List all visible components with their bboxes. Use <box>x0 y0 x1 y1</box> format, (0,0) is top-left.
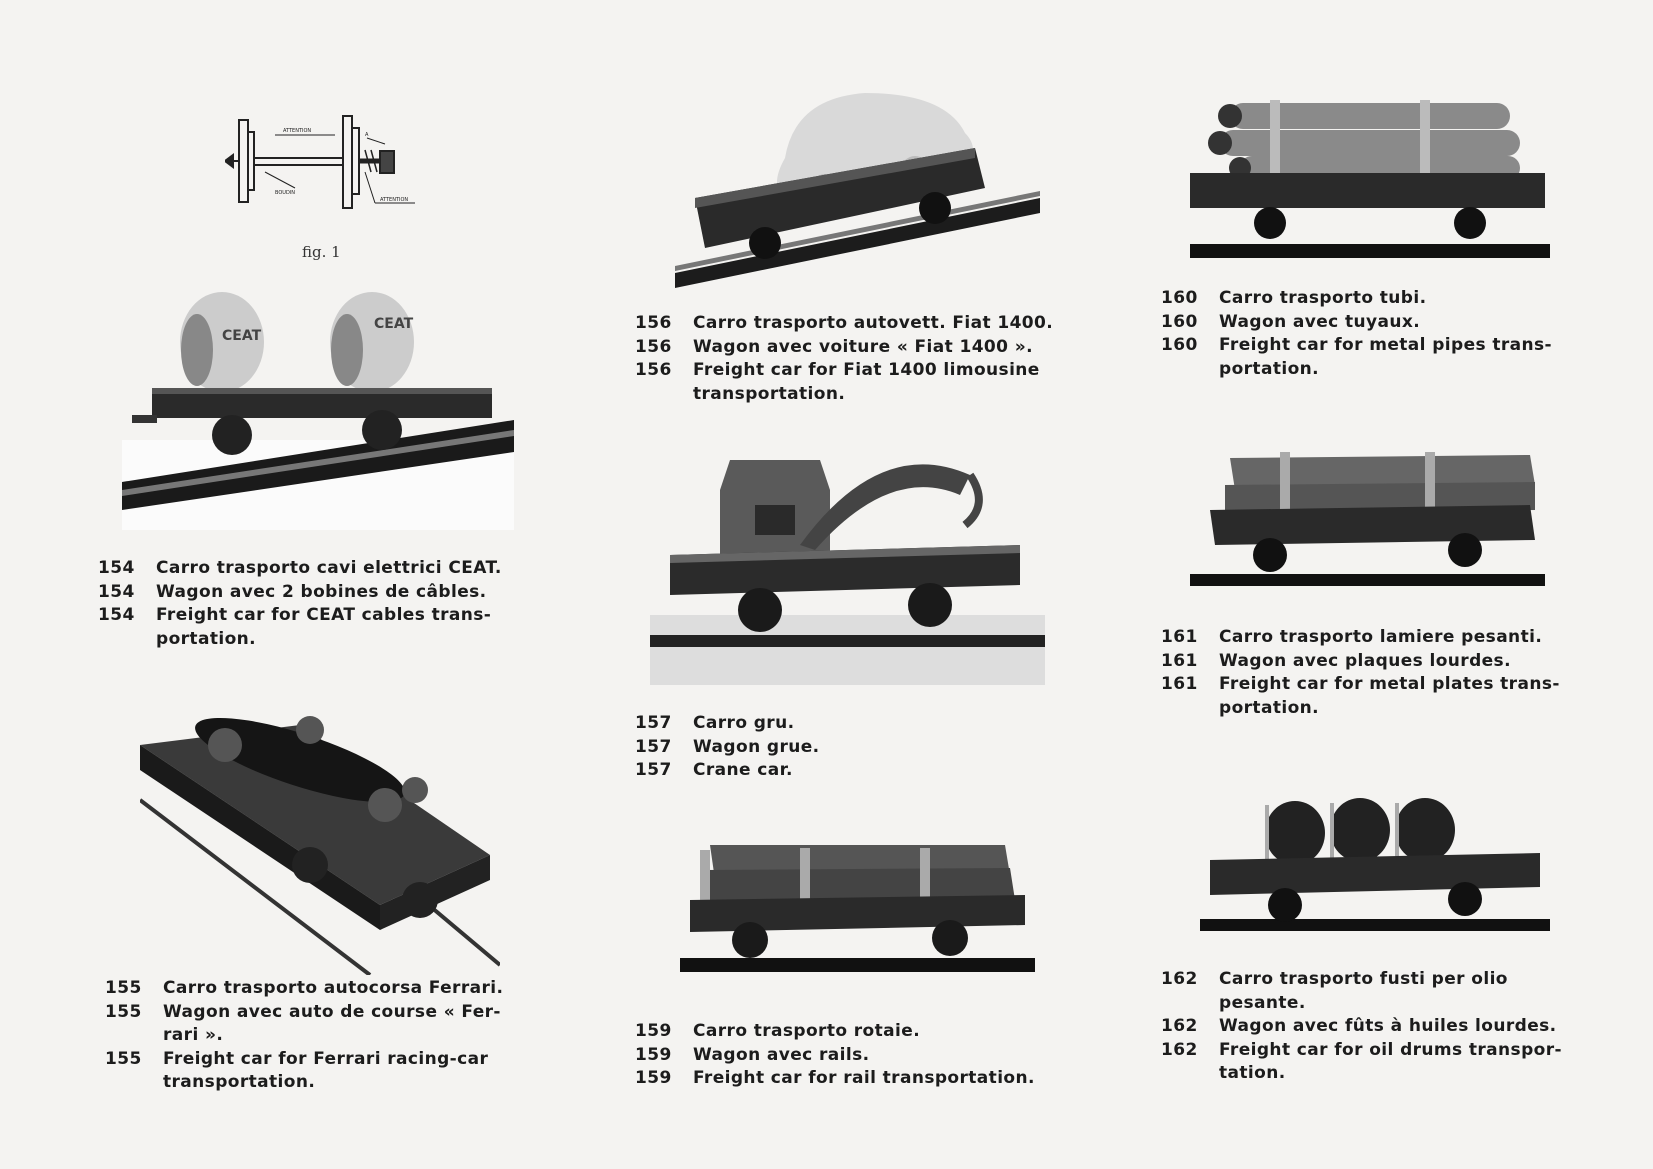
item-number <box>1161 992 1219 1016</box>
item-description: transportation. <box>163 1072 316 1092</box>
item-description: Freight car for metal plates trans- <box>1219 674 1560 694</box>
item-description: Carro trasporto fusti per olio <box>1219 969 1508 989</box>
caption-line <box>1161 697 1566 721</box>
item-description: Freight car for Fiat 1400 limousine <box>693 360 1040 380</box>
photo-161-plates-wagon <box>1190 450 1545 590</box>
item-description: Carro trasporto tubi. <box>1219 288 1427 308</box>
item-number: 154 <box>98 605 135 625</box>
item-number <box>1161 1062 1219 1086</box>
diagram-label-attention-bottom: ATTENTION <box>380 197 409 203</box>
photo-159-rails-wagon <box>680 840 1035 980</box>
caption-line <box>105 977 510 1001</box>
caption-162 <box>1161 968 1566 1086</box>
caption-line <box>98 628 523 652</box>
item-description: Wagon grue. <box>693 736 820 757</box>
photo-155-ferrari-wagon <box>140 705 500 975</box>
caption-line <box>105 1024 510 1048</box>
diagram-label-attention-top: ATTENTION <box>283 128 312 134</box>
item-description: Carro gru. <box>693 713 795 733</box>
drum-label-2: CEAT <box>374 316 414 332</box>
item-description: Wagon avec plaques lourdes. <box>1219 650 1511 671</box>
caption-line <box>635 736 1035 760</box>
caption-line <box>635 759 1035 783</box>
photo-157-crane-wagon <box>650 455 1045 685</box>
photo-154-ceat-cable-wagon <box>122 290 514 530</box>
item-number <box>1161 358 1219 382</box>
item-description: Carro trasporto rotaie. <box>693 1021 921 1041</box>
caption-line <box>1161 1015 1566 1039</box>
item-number: 162 <box>1161 1016 1198 1036</box>
item-description: Carro trasporto cavi elettrici CEAT. <box>156 558 502 578</box>
item-number: 159 <box>635 1044 672 1065</box>
caption-line <box>635 312 1058 336</box>
item-number: 157 <box>635 736 672 757</box>
item-number: 155 <box>105 1048 142 1069</box>
caption-line <box>635 1020 1040 1044</box>
item-number <box>105 1071 163 1095</box>
item-description: portation. <box>1219 358 1320 379</box>
item-number <box>1161 697 1219 721</box>
item-number <box>105 1024 163 1048</box>
item-number: 159 <box>635 1068 672 1088</box>
item-description: Wagon avec voiture « Fiat 1400 ». <box>693 336 1033 357</box>
diagram-label-a: A <box>365 132 369 138</box>
caption-line <box>635 359 1058 383</box>
caption-line <box>1161 311 1566 335</box>
caption-line <box>1161 287 1566 311</box>
item-number <box>635 383 693 407</box>
item-description: portation. <box>156 628 257 649</box>
item-description: Freight car for Ferrari racing-car <box>163 1048 489 1069</box>
wheel-axle-diagram <box>225 108 430 220</box>
photo-162-oil-drums-wagon <box>1200 795 1550 935</box>
caption-line <box>98 557 523 581</box>
item-description: Carro trasporto lamiere pesanti. <box>1219 627 1543 647</box>
item-number: 156 <box>635 360 672 380</box>
item-number: 157 <box>635 760 672 780</box>
caption-line <box>105 1001 510 1025</box>
item-number <box>98 628 156 652</box>
caption-line <box>98 581 523 605</box>
item-description: Freight car for metal pipes trans- <box>1219 335 1552 355</box>
item-description: Wagon avec tuyaux. <box>1219 311 1421 332</box>
caption-line <box>635 1044 1040 1068</box>
item-description: Freight car for CEAT cables trans- <box>156 605 492 625</box>
item-number: 160 <box>1161 311 1198 332</box>
caption-line <box>1161 992 1566 1016</box>
caption-line <box>1161 334 1566 358</box>
item-number: 155 <box>105 978 142 998</box>
caption-line <box>105 1048 510 1072</box>
item-number: 154 <box>98 558 135 578</box>
caption-line <box>1161 1039 1566 1063</box>
caption-159 <box>635 1020 1040 1091</box>
item-number: 160 <box>1161 335 1198 355</box>
item-description: Wagon avec rails. <box>693 1044 870 1065</box>
caption-154 <box>98 557 523 651</box>
caption-line <box>1161 968 1566 992</box>
caption-157 <box>635 712 1035 783</box>
caption-line <box>105 1071 510 1095</box>
caption-line <box>98 604 523 628</box>
item-number: 156 <box>635 313 672 333</box>
caption-155 <box>105 977 510 1095</box>
photo-160-pipes-wagon <box>1190 98 1550 258</box>
caption-line <box>1161 358 1566 382</box>
diagram-label-boudin: BOUDIN <box>275 190 296 196</box>
item-number: 154 <box>98 581 135 602</box>
item-description: Freight car for rail transportation. <box>693 1068 1035 1088</box>
caption-160 <box>1161 287 1566 381</box>
item-number: 161 <box>1161 650 1198 671</box>
item-description: pesante. <box>1219 992 1306 1013</box>
caption-line <box>635 336 1058 360</box>
caption-line <box>635 712 1035 736</box>
item-number: 155 <box>105 1001 142 1022</box>
item-number: 162 <box>1161 1039 1198 1060</box>
figure-caption: fig. 1 <box>302 243 341 261</box>
drum-label-1: CEAT <box>222 328 262 344</box>
item-description: Wagon avec 2 bobines de câbles. <box>156 581 487 602</box>
item-number: 159 <box>635 1021 672 1041</box>
caption-line <box>635 383 1058 407</box>
item-number: 157 <box>635 713 672 733</box>
item-number: 162 <box>1161 969 1198 989</box>
caption-161 <box>1161 626 1566 720</box>
item-description: Freight car for oil drums transpor- <box>1219 1039 1562 1060</box>
item-description: Wagon avec auto de course « Fer- <box>163 1001 501 1022</box>
item-description: transportation. <box>693 383 846 404</box>
item-description: tation. <box>1219 1063 1286 1083</box>
item-number: 156 <box>635 336 672 357</box>
item-number: 160 <box>1161 288 1198 308</box>
item-description: Crane car. <box>693 760 793 780</box>
caption-156 <box>635 312 1058 406</box>
item-description: Carro trasporto autocorsa Ferrari. <box>163 978 504 998</box>
caption-line <box>1161 1062 1566 1086</box>
caption-line <box>1161 673 1566 697</box>
item-description: rari ». <box>163 1025 224 1045</box>
caption-line <box>1161 650 1566 674</box>
item-description: Wagon avec fûts à huiles lourdes. <box>1219 1016 1557 1036</box>
caption-line <box>1161 626 1566 650</box>
item-number: 161 <box>1161 674 1198 694</box>
caption-line <box>635 1067 1040 1091</box>
item-description: Carro trasporto autovett. Fiat 1400. <box>693 313 1054 333</box>
item-description: portation. <box>1219 697 1320 718</box>
photo-156-fiat-wagon <box>675 88 1040 288</box>
item-number: 161 <box>1161 627 1198 647</box>
